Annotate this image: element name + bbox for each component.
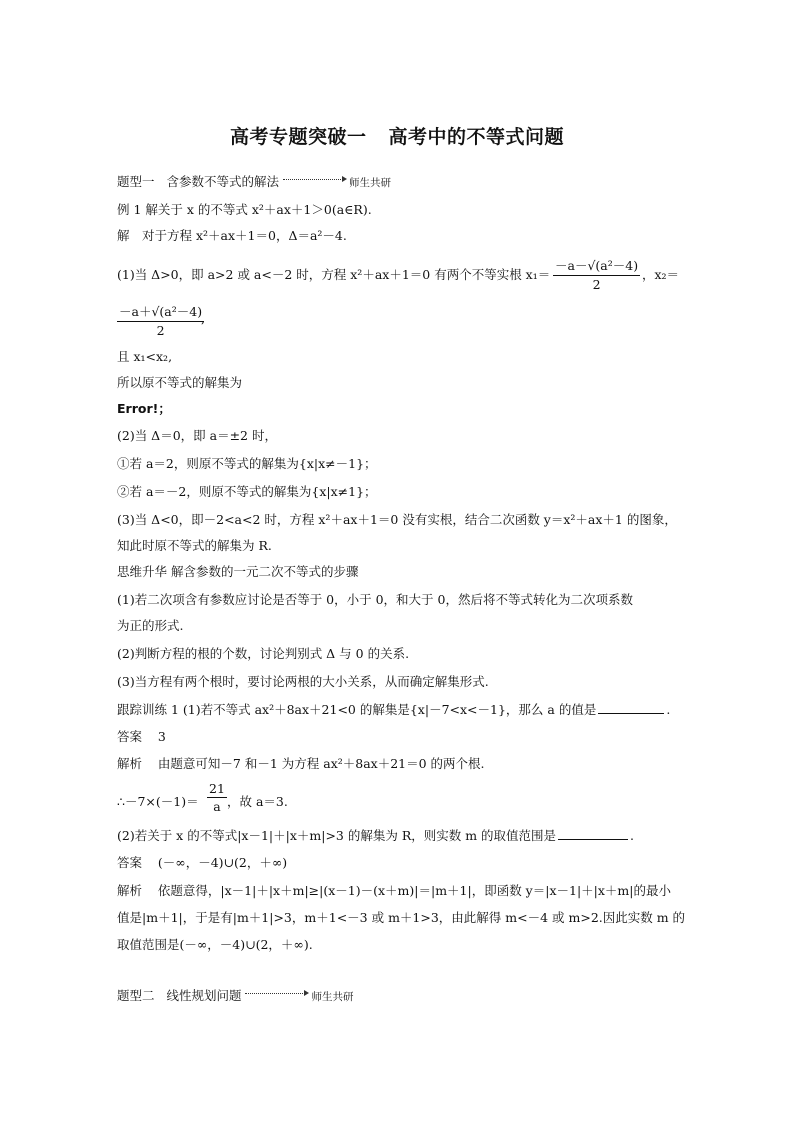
solution-1: 解 对于方程 x²＋ax＋1＝0，Δ＝a²－4. <box>117 228 347 243</box>
x1-numerator: －a－√(a²－4) <box>553 256 640 276</box>
section-1-label: 题型一 <box>117 174 155 189</box>
case-3-cont: 知此时原不等式的解集为 R. <box>117 538 272 553</box>
case-2a: ①若 a＝2，则原不等式的解集为{x|x≠－1}； <box>117 456 377 471</box>
section-2-label: 题型二 <box>117 988 155 1003</box>
analysis-2: 解析 依题意得，|x－1|＋|x＋m|≥|(x－1)－(x＋m)|＝|m＋1|，即函数 y＝|x－1|＋|x＋m|的最小 <box>117 883 671 898</box>
x2-denominator: 2 <box>156 323 165 338</box>
answer-blank-1 <box>598 713 664 714</box>
ratio-fraction <box>207 781 227 814</box>
step-1: (1)若二次项含有参数应讨论是否等于 0，小于 0，和大于 0，然后将不等式转化为二次项系数 <box>117 592 633 607</box>
case-1-text: (1)当 Δ>0，即 a>2 或 a<－2 时，方程 x²＋ax＋1＝0 有两个不等实根 x₁＝ <box>117 267 551 282</box>
thinking-heading: 思维升华 解含参数的一元二次不等式的步骤 <box>117 564 359 579</box>
answer-1: 答案 3 <box>117 729 166 744</box>
track-1-question: 跟踪训练 1 (1)若不等式 ax²＋8ax＋21<0 的解集是{x|－7<x<－1}，那么 a 的值是 . <box>117 702 671 717</box>
x2-fraction <box>117 302 204 338</box>
order-roots: 且 x₁<x₂, <box>117 349 173 364</box>
section-1-tag: 师生共研 <box>348 177 391 189</box>
case-2: (2)当 Δ＝0，即 a＝±2 时， <box>117 428 277 443</box>
section-2-tag: 师生共研 <box>311 991 354 1003</box>
x2-label: ，x₂＝ <box>642 267 680 282</box>
error-text: Error!； <box>117 401 171 416</box>
case-2b: ②若 a＝－2，则原不等式的解集为{x|x≠1}； <box>117 484 377 499</box>
title-part-a: 高考专题突破一 <box>229 126 367 148</box>
analysis-2-line-3: 取值范围是(－∞，－4)∪(2，＋∞). <box>117 937 313 952</box>
step-1-cont: 为正的形式. <box>117 618 184 633</box>
section-heading-1 <box>117 174 391 191</box>
page-title <box>0 122 794 149</box>
section-heading-2 <box>117 988 353 1005</box>
track-2-question: (2)若关于 x 的不等式|x－1|＋|x＋m|>3 的解集为 R，则实数 m 的取值范围是 . <box>117 828 635 843</box>
x2-numerator: －a＋√(a²－4) <box>117 302 204 322</box>
therefore-text: ∴－7×(－1)＝ <box>117 794 199 809</box>
case-3: (3)当 Δ<0，即－2<a<2 时，方程 x²＋ax＋1＝0 没有实根，结合二次函数 y＝x²＋ax＋1 的图象， <box>117 512 677 527</box>
step-2: (2)判断方程的根的个数，讨论判别式 Δ 与 0 的关系. <box>117 646 410 661</box>
section-2-name: 线性规划问题 <box>166 988 242 1003</box>
x1-fraction <box>553 256 640 292</box>
example-1: 例 1 解关于 x 的不等式 x²＋ax＋1＞0(a∈R). <box>117 202 372 217</box>
dotted-arrow-icon <box>245 993 305 994</box>
answer-2: 答案 (－∞，－4)∪(2，＋∞) <box>117 855 288 870</box>
ratio-denominator: a <box>213 799 221 814</box>
document-page: 高考专题突破一 高考中的不等式问题 题型一 含参数不等式的解法 师生共研 例 1 解关于 x 的不等式 x²＋ax＋1＞0(a∈R). 解 对于方程 x²＋ax＋1＝0，Δ＝a²－4. (1)当 Δ>0，即 a>2 或 a<－2 时，方程 x²＋ax＋1＝0 有两个不等实根 x₁＝ $\frac{\text{－a－√(a²－4)}}{2}$ ，x₂＝ $\frac{\text{－a＋√(a²－4)}}{2}$ , 且 x₁<x₂, 所以原不等式的解集为 Error!； (2)当 Δ＝0，即 a＝±2 时， ①若 a＝2，则原不等式的解集为{x|x≠－1}； ②若 a＝－2，则原不等式的解集为{x|x≠1}； (3)当 Δ<0，即－2<a<2 时，方程 x²＋ax＋1＝0 没有实根，结合二次函数 y＝x²＋ax＋1 的图象， 知此时原不等式的解集为 R. 思维升华 解含参数的一元二次不等式的步骤 (1)若二次项含有参数应讨论是否等于 0，小于 0，和大于 0，然后将不等式转化为二次项系数 为正的形式. (2)判断方程的根的个数，讨论判别式 Δ 与 0 的关系. (3)当方程有两个根时，要讨论两根的大小关系，从而确定解集形式. 跟踪训练 1 (1)若不等式 ax²＋8ax＋21<0 的解集是{x|－7<x<－1}，那么 a 的值是 . 答案 3 解析 由题意可知－7 和－1 为方程 ax²＋8ax＋21＝0 的两个根. ∴－7×(－1)＝ $\frac{21}{a}$ ，故 a＝3. (2)若关于 x 的不等式|x－1|＋|x＋m|>3 的解集为 R，则实数 m 的取值范围是 . 答案 (－∞，－4)∪(2，＋∞) 解析 依题意得，|x－1|＋|x＋m|≥|(x－1)－(x＋m)|＝|m＋1|，即函数 y＝|x－1|＋|x＋m|的最小 值是|m＋1|，于是有|m＋1|>3，m＋1<－3 或 m＋1>3，由此解得 m<－4 或 m>2.因此实数 m 的 取值范围是(－∞，－4)∪(2，＋∞). 题型二 线性规划问题 师生共研 <box>0 0 794 1123</box>
x1-denominator: 2 <box>592 277 601 292</box>
analysis-2-line-2: 值是|m＋1|，于是有|m＋1|>3，m＋1<－3 或 m＋1>3，由此解得 m<－4 或 m>2.因此实数 m 的 <box>117 910 686 925</box>
answer-blank-2 <box>558 839 628 840</box>
ratio-numerator: 21 <box>209 781 225 796</box>
step-3: (3)当方程有两个根时，要讨论两根的大小关系，从而确定解集形式. <box>117 674 489 689</box>
so-set-text: 所以原不等式的解集为 <box>117 375 243 390</box>
section-1-name: 含参数不等式的解法 <box>166 174 279 189</box>
analysis-1: 解析 由题意可知－7 和－1 为方程 ax²＋8ax＋21＝0 的两个根. <box>117 756 485 771</box>
dotted-arrow-icon <box>283 179 343 180</box>
title-part-b: 高考中的不等式问题 <box>388 126 565 148</box>
therefore-end: ，故 a＝3. <box>227 794 288 809</box>
